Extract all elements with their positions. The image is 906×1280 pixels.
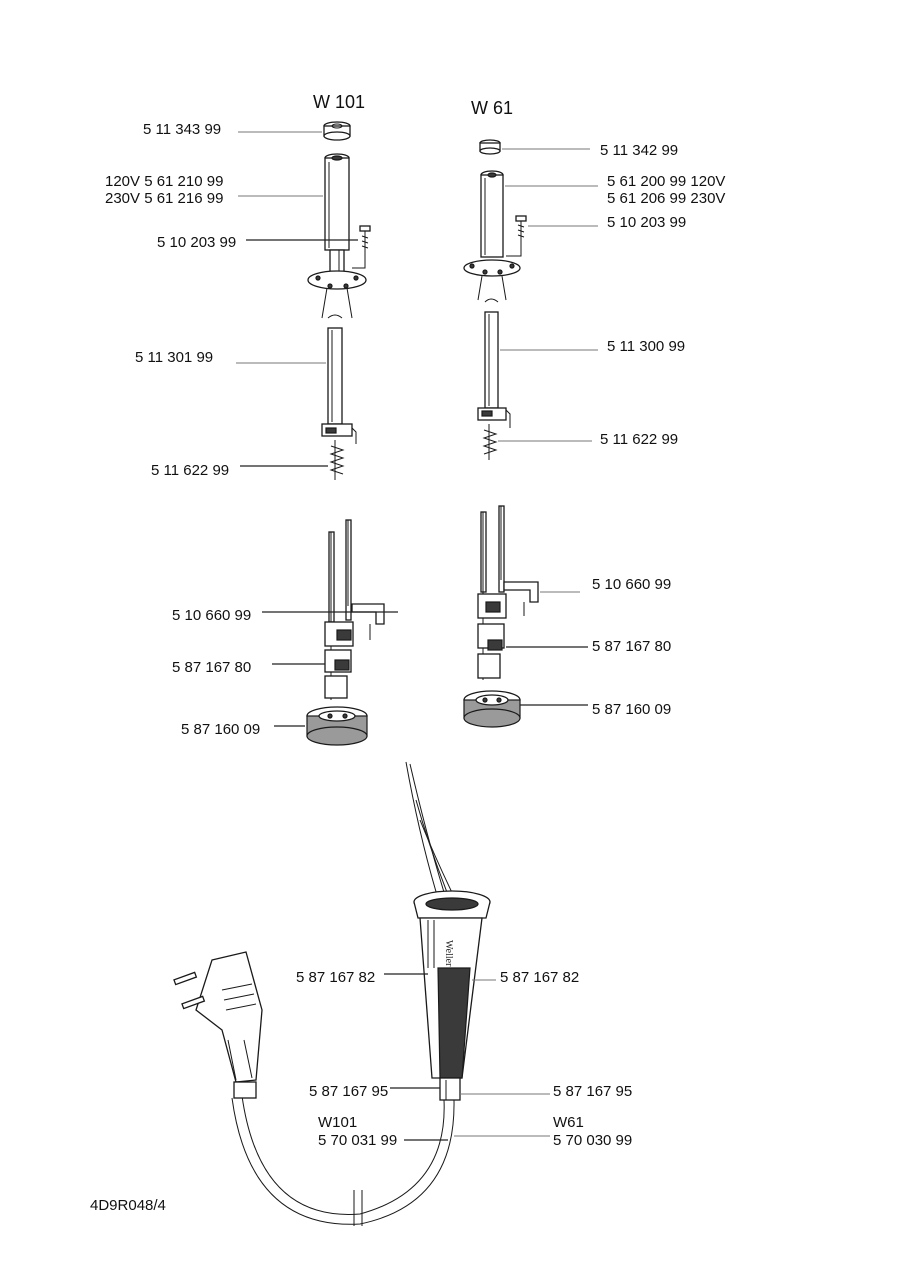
label-w61-contact-bracket: 5 10 660 99 bbox=[592, 576, 672, 593]
label-handle-right: 5 87 167 82 bbox=[500, 969, 580, 986]
w101-socket-base bbox=[307, 707, 367, 745]
label-handle-left: 5 87 167 82 bbox=[296, 969, 376, 986]
w61-tube bbox=[478, 299, 510, 428]
title-w61: W 61 bbox=[471, 98, 514, 118]
label-w101-heater-230v: 230V 5 61 216 99 bbox=[105, 190, 224, 207]
w101-flange bbox=[308, 271, 366, 318]
label-w61-nut: 5 11 342 99 bbox=[600, 142, 679, 159]
label-cord-left-number: 5 70 031 99 bbox=[318, 1132, 398, 1149]
w101-nut bbox=[324, 122, 350, 140]
leader-lines bbox=[236, 132, 598, 1140]
label-cord-right-model: W61 bbox=[553, 1114, 584, 1131]
cord-wires bbox=[406, 762, 458, 905]
label-w101-screw: 5 10 203 99 bbox=[157, 234, 237, 251]
label-grommet-right: 5 87 167 95 bbox=[553, 1083, 633, 1100]
mains-plug bbox=[174, 952, 262, 1098]
label-w61-screw: 5 10 203 99 bbox=[607, 214, 687, 231]
w101-contact-set bbox=[325, 520, 353, 700]
brand-mark: Weller bbox=[443, 940, 454, 967]
w61-contact-set bbox=[478, 506, 506, 680]
w101-screw bbox=[352, 226, 370, 268]
label-w61-socket-base: 5 87 160 09 bbox=[592, 701, 672, 718]
label-w101-socket-base: 5 87 160 09 bbox=[181, 721, 261, 738]
label-w61-contact-set: 5 87 167 80 bbox=[592, 638, 672, 655]
title-w101: W 101 bbox=[313, 92, 366, 112]
w61-screw bbox=[506, 216, 526, 256]
w101-heater-element bbox=[325, 154, 349, 274]
label-grommet-left: 5 87 167 95 bbox=[309, 1083, 389, 1100]
label-cord-left-model: W101 bbox=[318, 1114, 358, 1131]
w61-flange bbox=[464, 260, 520, 300]
w61-heater-element bbox=[481, 171, 503, 257]
w101-tube bbox=[322, 315, 356, 444]
label-w101-heater-120v: 120V 5 61 210 99 bbox=[105, 173, 224, 190]
w61-spring bbox=[484, 424, 496, 460]
label-w101-tube: 5 11 301 99 bbox=[135, 349, 214, 366]
w61-socket-base bbox=[464, 691, 520, 727]
label-w61-heater-120v: 5 61 200 99 120V bbox=[607, 173, 726, 190]
label-w101-contact-bracket: 5 10 660 99 bbox=[172, 607, 252, 624]
label-w101-nut: 5 11 343 99 bbox=[143, 121, 222, 138]
w61-contact-bracket bbox=[504, 582, 538, 616]
grommet bbox=[440, 1078, 460, 1100]
label-w101-spring: 5 11 622 99 bbox=[151, 462, 230, 479]
w101-spring bbox=[331, 440, 343, 480]
handle-body bbox=[414, 891, 490, 1078]
label-cord-right-number: 5 70 030 99 bbox=[553, 1132, 633, 1149]
label-w61-heater-230v: 5 61 206 99 230V bbox=[607, 190, 726, 207]
label-w101-contact-set: 5 87 167 80 bbox=[172, 659, 252, 676]
w101-contact-bracket bbox=[352, 604, 384, 640]
document-code: 4D9R048/4 bbox=[90, 1197, 166, 1214]
w61-nut bbox=[480, 140, 500, 154]
label-w61-tube: 5 11 300 99 bbox=[607, 338, 686, 355]
label-w61-spring: 5 11 622 99 bbox=[600, 431, 679, 448]
